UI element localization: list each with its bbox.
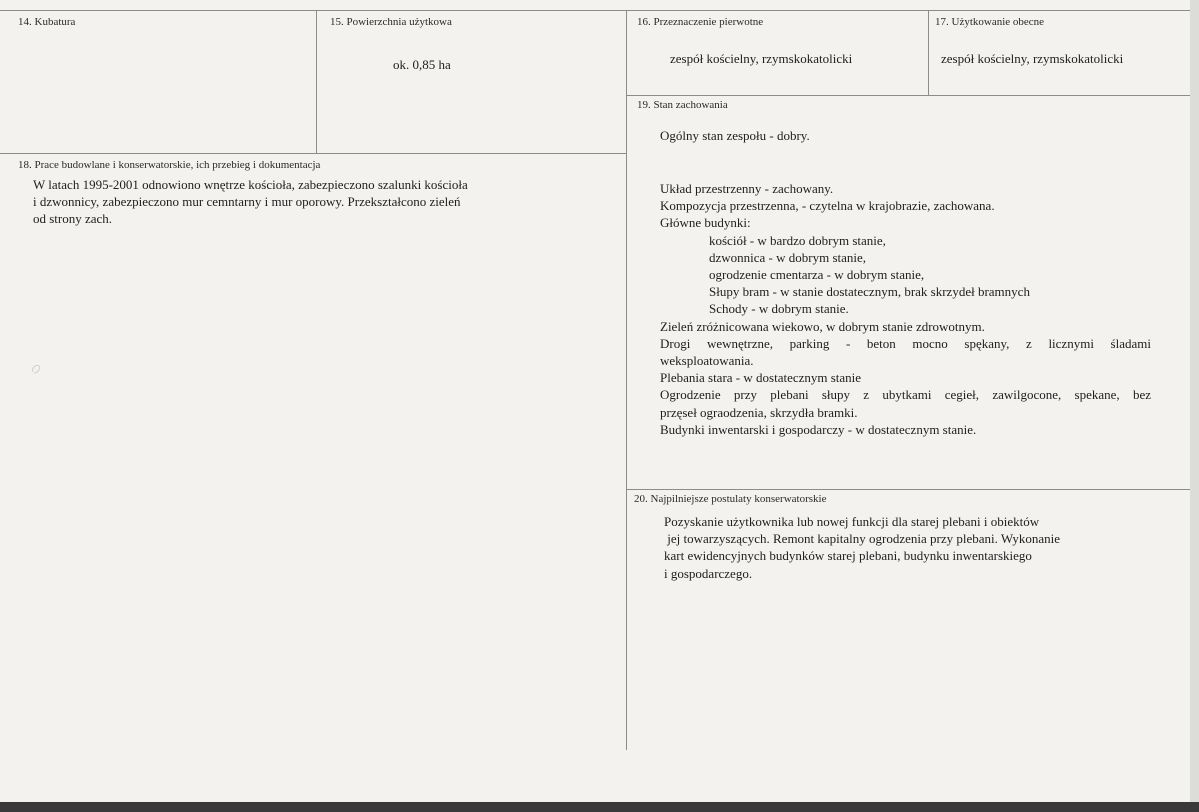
rule-right-row1 (626, 95, 1190, 96)
field-20-line: i gospodarczego. (664, 565, 753, 581)
field-18-line: W latach 1995-2001 odnowiono wnętrze kościoła, zabezpieczono szalunki kościoła (33, 177, 468, 192)
field-18-line: i dzwonnicy, zabezpieczono mur cemntarny i mur oporowy. Przekształcono zieleń (33, 194, 461, 210)
field-20-line: jej towarzyszących. Remont kapitalny ogrodzenia przy plebani. Wykonanie (664, 531, 1061, 547)
field-16-label: 16. Przeznaczenie pierwotne (637, 16, 764, 28)
field-19-line: Zieleń zróżnicowana wiekowo, w dobrym stanie zdrowotnym. (660, 318, 985, 334)
field-19-line: weksploatowania. (660, 353, 754, 368)
field-17-value: zespół kościelny, rzymskokatolicki (941, 51, 1124, 66)
field-19-line: przęseł ograodzenia, skrzydła bramki. (660, 404, 858, 420)
divider-left-right (626, 10, 627, 750)
field-16-value: zespół kościelny, rzymskokatolicki (670, 51, 853, 66)
field-19-line: Drogi wewnętrzne, parking - beton mocno spękany, z licznymi śladami (660, 335, 1151, 351)
field-18-label: 18. Prace budowlane i konserwatorskie, ich przebieg i dokumentacja (18, 159, 321, 171)
building-item: Schody - w dobrym stanie. (709, 301, 849, 317)
field-14-label: 14. Kubatura (18, 16, 76, 28)
top-rule (0, 10, 1190, 11)
building-item: dzwonnica - w dobrym stanie, (709, 249, 867, 265)
field-19-details (660, 318, 1151, 438)
divider-16-17 (928, 10, 929, 95)
field-19-label: 19. Stan zachowania (637, 99, 728, 111)
building-item: ogrodzenie cmentarza - w dobrym stanie, (709, 267, 925, 282)
field-20-line: Pozyskanie użytkownika lub nowej funkcji dla starej plebani i obiektów (664, 514, 1040, 529)
field-17-label: 17. Użytkowanie obecne (935, 16, 1045, 28)
scan-edge-right (1190, 0, 1199, 812)
field-15-label: 15. Powierzchnia użytkowa (330, 16, 452, 28)
field-19-summary: Ogólny stan zespołu - dobry. (660, 128, 810, 143)
field-20-line: kart ewidencyjnych budynków starej plebani, budynku inwentarskiego (664, 548, 1032, 564)
field-19-general (660, 180, 995, 232)
field-19-line: Plebania stara - w dostatecznym stanie (660, 370, 862, 386)
divider-14-15 (316, 10, 317, 153)
rule-right-row2 (626, 489, 1190, 490)
field-18-line: od strony zach. (33, 211, 113, 227)
field-15-value: ok. 0,85 ha (393, 57, 451, 72)
field-19-line: Główne budynki: (660, 215, 751, 231)
field-20-label: 20. Najpilniejsze postulaty konserwatorskie (634, 493, 827, 505)
field-19-buildings (709, 232, 1030, 318)
field-19-line: Ogrodzenie przy plebani słupy z ubytkami cegieł, zawilgocone, spekane, bez (660, 387, 1151, 403)
scan-edge-bottom (0, 802, 1199, 812)
building-item: Słupy bram - w stanie dostatecznym, brak skrzydeł bramnych (709, 284, 1030, 300)
field-19-line: Kompozycja przestrzenna, - czytelna w krajobrazie, zachowana. (660, 198, 995, 214)
field-19-line: Budynki inwentarski i gospodarczy - w dostatecznym stanie. (660, 421, 977, 437)
field-18-text (33, 176, 468, 228)
building-item: kościół - w bardzo dobrym stanie, (709, 232, 886, 248)
pencil-mark-icon (30, 362, 44, 376)
field-20-text (664, 513, 1060, 582)
field-19-line: Układ przestrzenny - zachowany. (660, 181, 834, 196)
rule-left-row1 (0, 153, 626, 154)
